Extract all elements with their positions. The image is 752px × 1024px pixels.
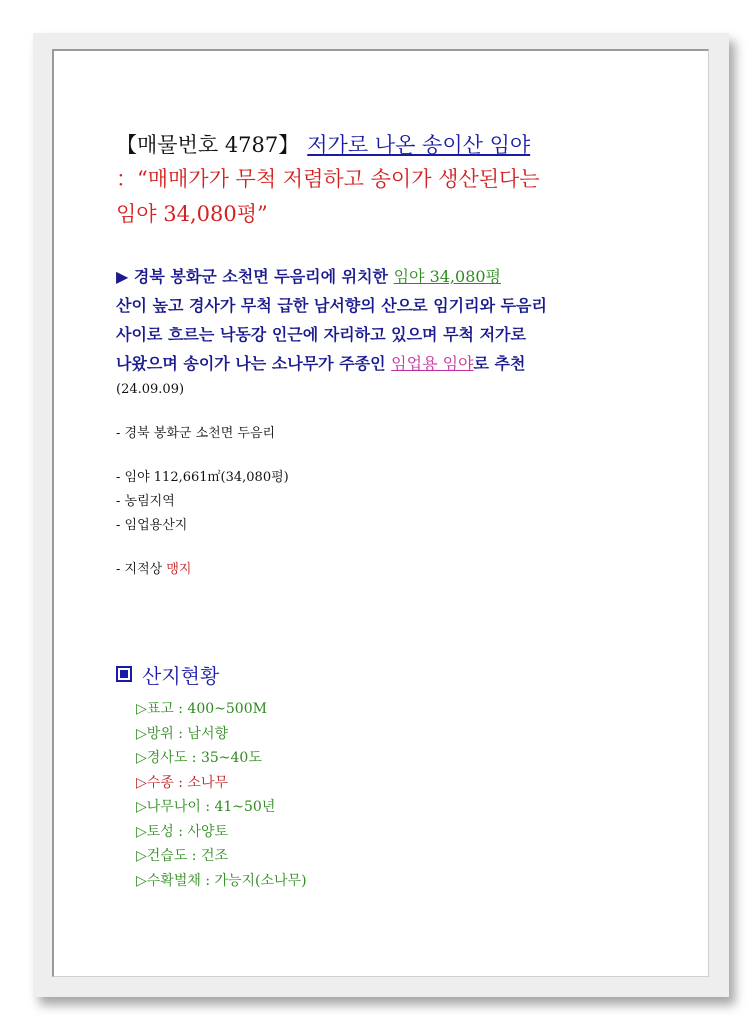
info-area: - 임야 112,661㎡(34,080평) xyxy=(116,470,289,485)
description-line-4: 나왔으며 송이가 나는 소나무가 주종인 임업용 임야로 추천 xyxy=(116,354,526,373)
section-heading xyxy=(116,660,696,689)
property-item: ▷수확벌채 : 가능지(소나무) xyxy=(136,872,307,889)
info-zone: - 농림지역 xyxy=(116,494,175,509)
info-cadastral: - 지적상 맹지 xyxy=(116,562,192,577)
listing-number: 【매물번호 4787】 xyxy=(116,133,300,157)
property-item: ▷나무나이 : 41~50년 xyxy=(136,799,276,815)
quote-line-1: ：“매매가가 무척 저렴하고 송이가 생산된다는 xyxy=(116,167,540,191)
section-title: 산지현황 xyxy=(142,664,220,688)
listing-headline: 저가로 나온 송이산 임야 xyxy=(307,133,531,157)
info-location: - 경북 봉화군 소천면 두음리 xyxy=(116,426,276,441)
description-line-1: ▶ 경북 봉화군 소천면 두음리에 위치한 임야 34,080평 xyxy=(116,267,502,286)
title-line xyxy=(116,128,696,162)
description-line-2: 산이 높고 경사가 무척 급한 남서향의 산으로 임기리와 두음리 xyxy=(116,296,547,315)
info-usage: - 임업용산지 xyxy=(116,518,188,533)
property-list xyxy=(136,697,696,893)
cadastral-value: 맹지 xyxy=(166,562,192,577)
property-item: ▷방위 : 남서향 xyxy=(136,725,229,742)
property-item: ▷수종 : 소나무 xyxy=(136,774,229,791)
posted-date: (24.09.09) xyxy=(116,382,185,397)
property-item: ▷경사도 : 35~40도 xyxy=(136,750,262,766)
area-highlight: 임야 34,080평 xyxy=(393,267,502,286)
description-line-3: 사이로 흐르는 낙동강 인근에 자리하고 있으며 무척 저가로 xyxy=(116,325,526,344)
quote-line-2: 임야 34,080평” xyxy=(116,202,268,226)
property-item: ▷토성 : 사양토 xyxy=(136,823,229,840)
property-item: ▷표고 : 400~500M xyxy=(136,701,267,717)
listing-content xyxy=(116,128,696,893)
square-bullet-icon xyxy=(116,666,132,682)
usage-highlight: 임업용 임야 xyxy=(391,354,474,373)
description xyxy=(116,262,696,378)
property-item: ▷건습도 : 건조 xyxy=(136,848,229,864)
